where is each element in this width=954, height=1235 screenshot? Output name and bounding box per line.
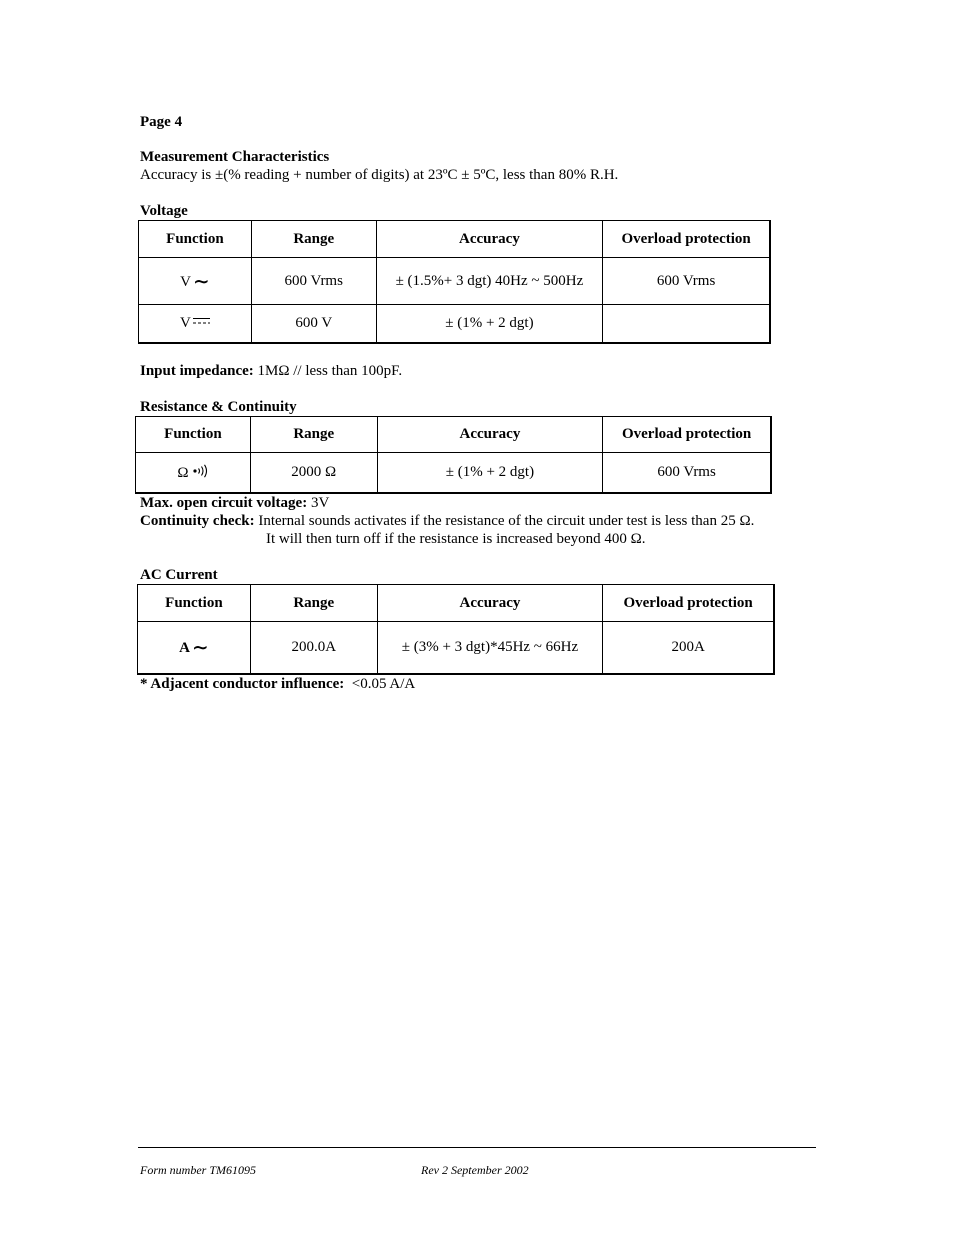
accuracy-cell: ± (1.5%+ 3 dgt) 40Hz ~ 500Hz — [376, 258, 603, 305]
open-circuit-voltage — [140, 494, 329, 512]
adjacent-conductor — [140, 675, 415, 693]
header-overload: Overload protection — [603, 221, 770, 258]
ac-current-table — [137, 584, 774, 674]
continuity-icon — [193, 464, 209, 478]
voltage-title: Voltage — [140, 203, 188, 219]
header-overload: Overload protection — [603, 585, 774, 622]
header-accuracy: Accuracy — [377, 417, 603, 453]
header-function: Function — [138, 585, 251, 622]
header-range: Range — [251, 221, 376, 258]
input-impedance — [140, 362, 402, 380]
table-header-row — [138, 585, 774, 622]
function-cell — [138, 622, 251, 674]
header-range: Range — [250, 585, 377, 622]
overload-cell: 200A — [603, 622, 774, 674]
open-circuit-value: 3V — [307, 495, 330, 511]
function-cell — [139, 305, 252, 343]
range-cell: 2000 Ω — [250, 453, 377, 493]
ac-tilde-icon: ∼ — [191, 637, 209, 659]
header-accuracy: Accuracy — [376, 221, 603, 258]
continuity-check-label: Continuity check: — [140, 513, 255, 529]
ac-current-title: AC Current — [140, 567, 218, 583]
input-impedance-label: Input impedance: — [140, 363, 254, 379]
range-cell: 600 V — [251, 305, 376, 343]
table-row — [136, 453, 771, 493]
accuracy-note: Accuracy is ±(% reading + number of digits) at 23ºC ± 5ºC, less than 80% R.H. — [140, 167, 619, 183]
input-impedance-value: 1MΩ // less than 100pF. — [253, 363, 403, 379]
table-header-row — [136, 417, 771, 453]
accuracy-cell: ± (1% + 2 dgt) — [376, 305, 603, 343]
overload-cell: 600 Vrms — [603, 258, 770, 305]
continuity-check-line1: Internal sounds activates if the resistance of the circuit under test is less than 25 Ω. — [254, 513, 755, 529]
ac-tilde-icon: ∼ — [192, 270, 210, 293]
footer-revision: Rev 2 September 2002 — [421, 1163, 529, 1177]
footer-divider — [138, 1147, 816, 1148]
resistance-title: Resistance & Continuity — [140, 399, 297, 415]
function-symbol: Ω — [177, 464, 189, 481]
function-cell — [139, 258, 252, 305]
function-cell — [136, 453, 251, 493]
overload-cell: 600 Vrms — [603, 453, 771, 493]
header-function: Function — [136, 417, 251, 453]
table-header-row — [139, 221, 770, 258]
table-row — [139, 258, 770, 305]
range-cell: 600 Vrms — [251, 258, 376, 305]
open-circuit-label: Max. open circuit voltage: — [140, 495, 308, 511]
function-symbol: A — [179, 640, 190, 656]
header-function: Function — [139, 221, 252, 258]
continuity-check-line2: It will then turn off if the resistance is increased beyond 400 Ω. — [266, 531, 646, 547]
resistance-table — [135, 416, 771, 493]
header-accuracy: Accuracy — [377, 585, 603, 622]
function-symbol: V — [180, 273, 191, 290]
header-overload: Overload protection — [603, 417, 771, 453]
accuracy-cell: ± (3% + 3 dgt)*45Hz ~ 66Hz — [377, 622, 603, 674]
overload-cell — [603, 305, 770, 343]
accuracy-cell: ± (1% + 2 dgt) — [377, 453, 603, 493]
table-row — [139, 305, 770, 343]
adjacent-value: <0.05 A/A — [344, 676, 416, 692]
range-cell: 200.0A — [250, 622, 377, 674]
adjacent-label: * Adjacent conductor influence: — [140, 676, 345, 692]
header-range: Range — [250, 417, 377, 453]
continuity-check — [140, 512, 754, 530]
dc-icon — [193, 317, 210, 325]
page-label: Page 4 — [140, 114, 183, 130]
voltage-table — [138, 220, 770, 343]
table-row — [138, 622, 774, 674]
measurement-title: Measurement Characteristics — [140, 149, 330, 165]
function-symbol: V — [180, 315, 191, 331]
footer-form-number: Form number TM61095 — [140, 1163, 256, 1177]
